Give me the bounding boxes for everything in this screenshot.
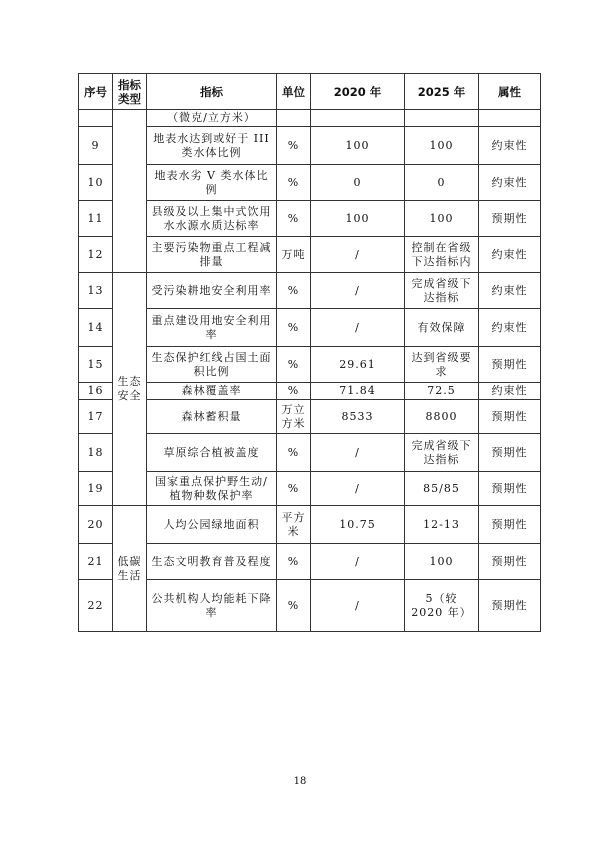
cell-category-continued	[113, 110, 147, 273]
cell-2020: 71.84	[311, 383, 405, 400]
cell-2020: 0	[311, 165, 405, 201]
cell-indicator: （微克/立方米）	[147, 110, 277, 127]
table-row	[79, 472, 541, 506]
cell-seq: 17	[79, 400, 113, 434]
table-row	[79, 237, 541, 273]
cell-2020: /	[311, 434, 405, 472]
cell-unit: %	[277, 273, 311, 309]
cell-unit	[277, 110, 311, 127]
cell-indicator: 地表水劣 V 类水体比例	[147, 165, 277, 201]
cell-indicator: 县级及以上集中式饮用水水源水质达标率	[147, 201, 277, 237]
header-category: 指标类型	[113, 74, 147, 110]
cell-2020: /	[311, 580, 405, 632]
cell-unit: %	[277, 472, 311, 506]
cell-2020: /	[311, 544, 405, 580]
cell-2020: 29.61	[311, 347, 405, 383]
header-unit: 单位	[277, 74, 311, 110]
cell-indicator: 主要污染物重点工程减排量	[147, 237, 277, 273]
table-row	[79, 273, 541, 309]
table-row	[79, 434, 541, 472]
header-attribute: 属性	[479, 74, 541, 110]
table-row	[79, 400, 541, 434]
table-row	[79, 347, 541, 383]
cell-attribute: 预期性	[479, 400, 541, 434]
cell-attribute: 约束性	[479, 165, 541, 201]
header-row	[79, 74, 541, 110]
cell-attribute: 预期性	[479, 580, 541, 632]
indicator-table	[78, 73, 541, 632]
table-row	[79, 383, 541, 400]
cell-seq: 20	[79, 506, 113, 544]
cell-unit: %	[277, 580, 311, 632]
cell-attribute: 预期性	[479, 506, 541, 544]
cell-2025: 完成省级下达指标	[405, 273, 479, 309]
cell-seq: 13	[79, 273, 113, 309]
cell-indicator: 人均公园绿地面积	[147, 506, 277, 544]
cell-2025: 100	[405, 544, 479, 580]
cell-attribute: 约束性	[479, 127, 541, 165]
cell-attribute: 约束性	[479, 309, 541, 347]
cell-attribute: 预期性	[479, 434, 541, 472]
cell-seq: 22	[79, 580, 113, 632]
cell-seq: 21	[79, 544, 113, 580]
cell-seq: 19	[79, 472, 113, 506]
cell-2025: 8800	[405, 400, 479, 434]
cell-unit: %	[277, 383, 311, 400]
cell-indicator: 地表水达到或好于 III 类水体比例	[147, 127, 277, 165]
cell-category-ecological-security: 生态安全	[113, 273, 147, 506]
cell-2020: /	[311, 273, 405, 309]
cell-indicator: 重点建设用地安全利用率	[147, 309, 277, 347]
cell-unit: 万吨	[277, 237, 311, 273]
cell-indicator: 国家重点保护野生动/植物种数保护率	[147, 472, 277, 506]
cell-unit: %	[277, 127, 311, 165]
cell-2025: 72.5	[405, 383, 479, 400]
cell-2020: /	[311, 472, 405, 506]
cell-attribute: 预期性	[479, 201, 541, 237]
cell-unit: 万立方米	[277, 400, 311, 434]
cell-2025: 5（较 2020 年）	[405, 580, 479, 632]
cell-2025: 100	[405, 127, 479, 165]
cell-attribute: 预期性	[479, 544, 541, 580]
cell-indicator: 森林覆盖率	[147, 383, 277, 400]
cell-attribute: 约束性	[479, 273, 541, 309]
header-2020: 2020 年	[311, 74, 405, 110]
cell-unit: %	[277, 347, 311, 383]
cell-unit: %	[277, 434, 311, 472]
header-indicator: 指标	[147, 74, 277, 110]
cell-2025: 85/85	[405, 472, 479, 506]
cell-seq: 15	[79, 347, 113, 383]
cell-seq: 9	[79, 127, 113, 165]
cell-2025: 0	[405, 165, 479, 201]
cell-2020	[311, 110, 405, 127]
cell-seq: 16	[79, 383, 113, 400]
cell-2020: 8533	[311, 400, 405, 434]
cell-2025: 达到省级要求	[405, 347, 479, 383]
cell-2020: 100	[311, 127, 405, 165]
cell-2025: 12-13	[405, 506, 479, 544]
cell-indicator: 生态保护红线占国土面积比例	[147, 347, 277, 383]
cell-attribute: 约束性	[479, 237, 541, 273]
cell-unit: %	[277, 165, 311, 201]
cell-seq: 10	[79, 165, 113, 201]
cell-unit: 平方米	[277, 506, 311, 544]
table-row-continuation	[79, 110, 541, 127]
cell-seq: 12	[79, 237, 113, 273]
cell-indicator: 草原综合植被盖度	[147, 434, 277, 472]
cell-2025: 有效保障	[405, 309, 479, 347]
cell-2025: 100	[405, 201, 479, 237]
cell-attribute: 约束性	[479, 383, 541, 400]
header-seq: 序号	[79, 74, 113, 110]
page-number: 18	[293, 776, 307, 787]
cell-indicator: 生态文明教育普及程度	[147, 544, 277, 580]
table-row	[79, 201, 541, 237]
cell-attribute: 预期性	[479, 347, 541, 383]
table-row	[79, 165, 541, 201]
cell-unit: %	[277, 201, 311, 237]
cell-category-low-carbon-living: 低碳生活	[113, 506, 147, 632]
table-row	[79, 309, 541, 347]
table-row	[79, 580, 541, 632]
cell-attribute: 预期性	[479, 472, 541, 506]
table-row	[79, 506, 541, 544]
cell-seq: 18	[79, 434, 113, 472]
cell-2020: /	[311, 309, 405, 347]
cell-indicator: 受污染耕地安全利用率	[147, 273, 277, 309]
cell-2025	[405, 110, 479, 127]
cell-2025: 完成省级下达指标	[405, 434, 479, 472]
cell-unit: %	[277, 544, 311, 580]
header-2025: 2025 年	[405, 74, 479, 110]
cell-seq: 14	[79, 309, 113, 347]
cell-seq	[79, 110, 113, 127]
cell-seq: 11	[79, 201, 113, 237]
table-row	[79, 544, 541, 580]
cell-indicator: 森林蓄积量	[147, 400, 277, 434]
table-row	[79, 127, 541, 165]
cell-unit: %	[277, 309, 311, 347]
cell-2025: 控制在省级下达指标内	[405, 237, 479, 273]
cell-2020: /	[311, 237, 405, 273]
cell-2020: 10.75	[311, 506, 405, 544]
cell-2020: 100	[311, 201, 405, 237]
cell-indicator: 公共机构人均能耗下降率	[147, 580, 277, 632]
cell-attribute	[479, 110, 541, 127]
